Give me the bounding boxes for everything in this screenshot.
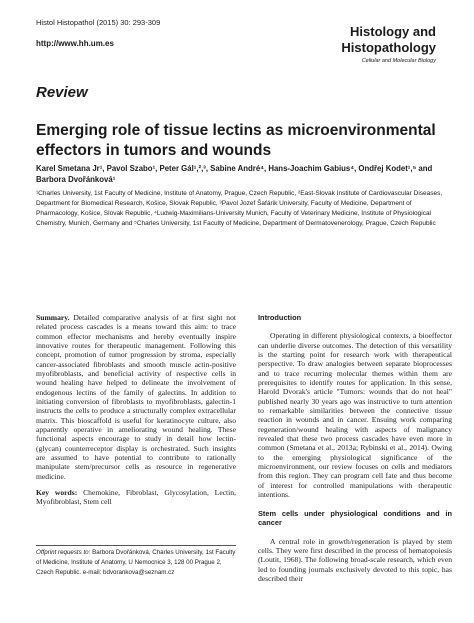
footnote-label: Offprint requests to: bbox=[36, 549, 91, 556]
footnote-text: Barbora Dvořánková, Charles University, 1st Faculty of Medicine, Institute of Anatomy, U Nemocnice 3, 128 00 Prague 2, Czech Republic. e-mail: bdvorankova@seznam.cz bbox=[36, 549, 236, 576]
right-column bbox=[258, 313, 452, 583]
keywords-label: Key words: bbox=[36, 487, 78, 497]
journal-url[interactable]: http://www.hh.um.es bbox=[36, 38, 114, 48]
left-column bbox=[36, 313, 236, 507]
journal-masthead bbox=[341, 24, 436, 64]
introduction-heading: Introduction bbox=[258, 313, 302, 322]
introduction-text: Operating in different physiological contexts, a bioeffector can underlie diverse outcomes. The detection of this versatility is the starting point for research work with therapeutical perspective. To draw analogies between separate bioprocesses and to trace recurring molecular themes within them are prerequisites to identify routes for application. In this sense, Harold Dvorak's article "Tumors: wounds that do not heal" published nearly 30 years ago was instructive to turn attention to remarkable similarities between the connective tissue reaction in wounds and in cancer. Ensuing work comparing regeneration/wound healing with aspects of malignancy revealed that these two process cascades have even more in common (Smetana et al., 2013a; Rybinski et al., 2014). Owing to the emerging physiological significance of the microenvironment, our review focuses on cells and mediators from this region. They can program cell fate and thus become of interest for controlled manipulations with therapeutic intentions. bbox=[258, 331, 452, 499]
journal-subtitle: Cellular and Molecular Biology bbox=[361, 58, 436, 65]
journal-title-line2: Histopathology bbox=[341, 39, 436, 55]
keywords-text: Chemokine, Fibroblast, Glycosylation, Lectin, Myofibroblast, Stem cell bbox=[36, 487, 236, 507]
article-type: Review bbox=[36, 84, 88, 101]
summary bbox=[36, 313, 236, 481]
section-heading-stem-cells: Stem cells under physiological conditions and in cancer bbox=[258, 509, 452, 528]
author-list: Karel Smetana Jr¹, Pavol Szabo¹, Peter Gál¹,²,³, Sabine André⁴, Hans-Joachim Gabius⁴, Ondřej Kodet¹,⁵ and Barbora Dvořánková¹ bbox=[36, 164, 433, 184]
keywords bbox=[36, 488, 236, 507]
journal-title-line1: Histology and bbox=[350, 24, 436, 39]
summary-text: Detailed comparative analysis of at first sight not related process cascades is a means toward this aim: to trace common effector mechanisms and hereby eventually inspire innovative routes for therapeutic management. Following this concept, promotion of tumor progression by stroma, especially cancer-associated fibroblasts and smooth muscle actin-positive myofibroblasts, and beneficial activity of respective cells in wound healing have helped to delineate the involvement of endogenous lectins of the family of galectins. In addition to initiating conversion of fibroblasts to myofibroblasts, galectin-1 instructs the cells to produce a structurally complex extracellular matrix. This bioscaffold is useful for keratinocyte culture, also apparently operative in ameliorating wound healing. These functional aspects encourage to study in detail how lectin-(glycan) counterreceptor display is orchestrated. Such insights are assumed to have potential to contribute to rationally manipulate stem/precursor cells as resource in regenerative medicine. bbox=[36, 313, 236, 481]
section-text-stem-cells: A central role in growth/regeneration is played by stem cells. They were first described in the process of hematopoiesis (Loutit, 1968). The following broad-scale research, which even led to founding journals exclusively devoted to this topic, has described their bbox=[258, 536, 452, 583]
summary-label: Summary. bbox=[36, 313, 70, 322]
article-title: Emerging role of tissue lectins as microenvironmental effectors in tumors and wounds bbox=[36, 122, 436, 159]
running-header bbox=[36, 18, 160, 49]
citation: Histol Histopathol (2015) 30: 293-309 bbox=[36, 18, 161, 27]
offprint-footnote bbox=[36, 545, 236, 578]
affiliations: ¹Charles University, 1st Faculty of Medicine, Institute of Anatomy, Prague, Czech Republic, ²East-Slovak Institute of Cardiovascular Diseases, Department for Biomedical Research, Košice, Slovak Republic, ³Pavol Jozef Šafárik University, Faculty of Medicine, Department of Pharmacology, Košice, Slovak Republic, ⁴Ludwig-Maximilians-University Munich, Faculty of Veterinary Medicine, Institute of Physiological Chemistry, Munich, Germany and ⁵Charles University, 1st Faculty of Medicine, Department of Dermatovenerology, Prague, Czech Republic bbox=[36, 190, 443, 228]
